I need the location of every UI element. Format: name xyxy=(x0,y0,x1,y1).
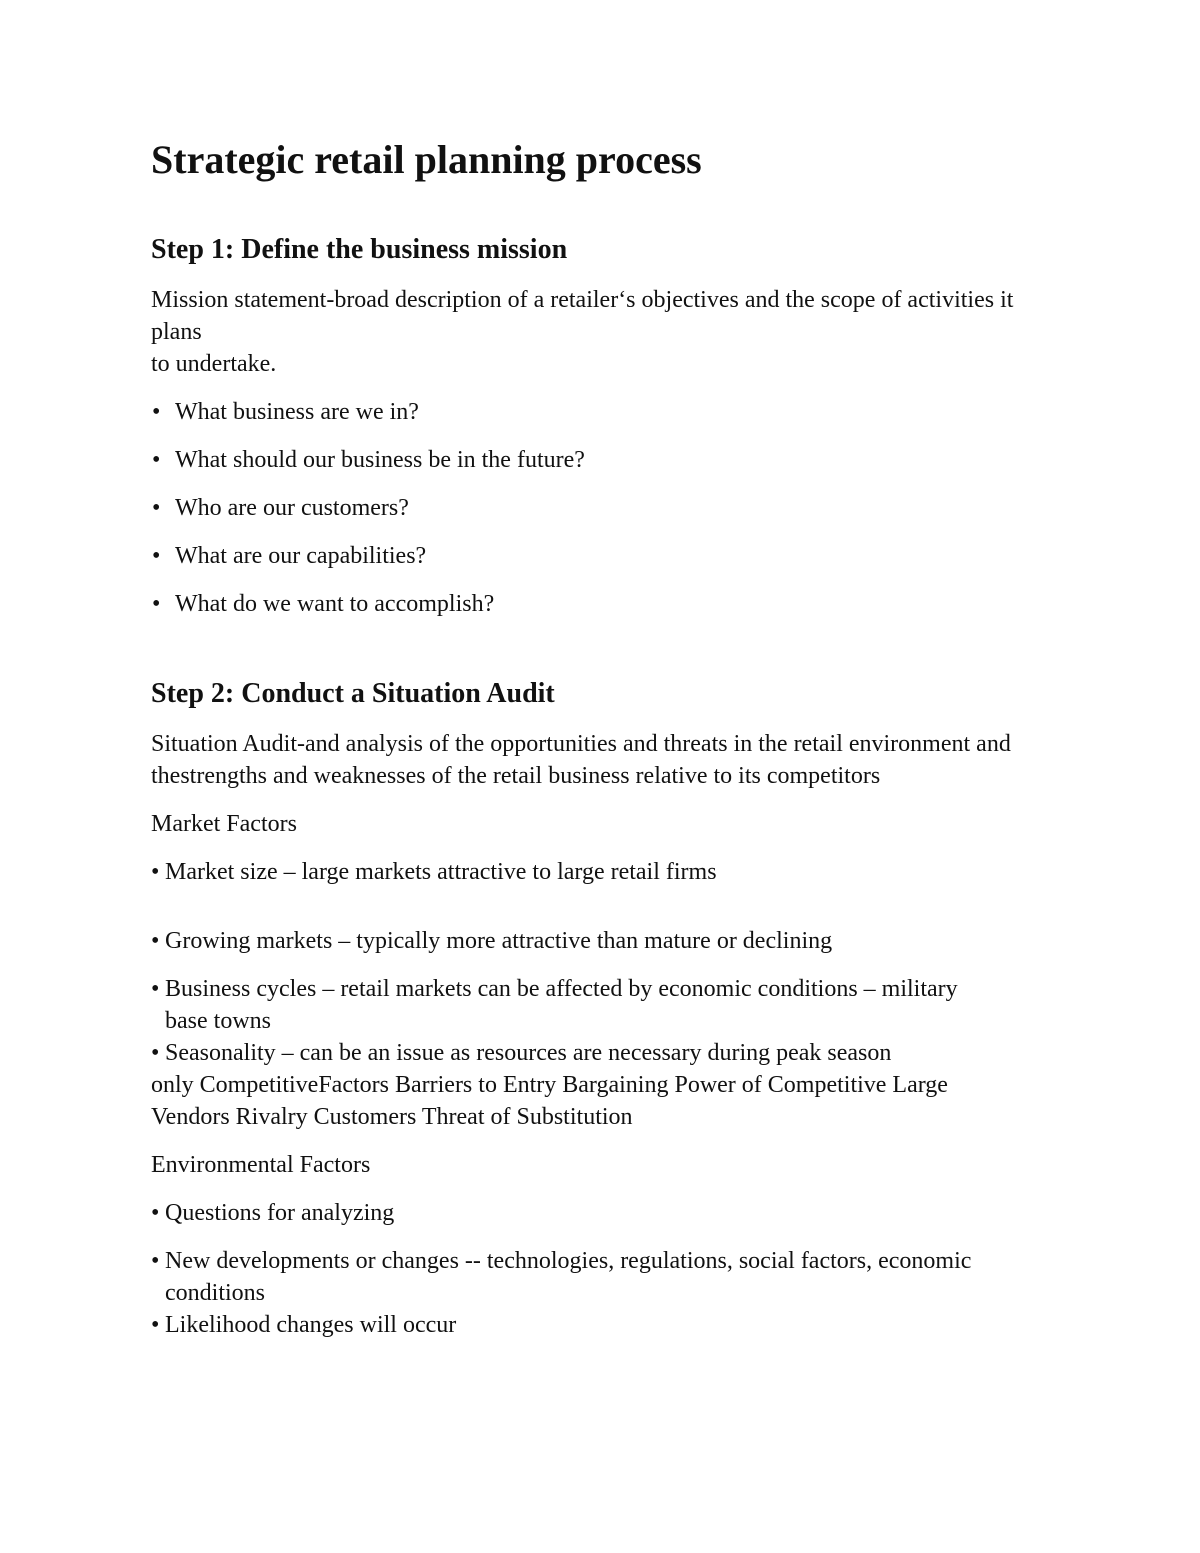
step2-heading: Step 2: Conduct a Situation Audit xyxy=(151,678,555,710)
list-item: • Business cycles – retail markets can be affected by economic conditions – military base towns xyxy=(151,973,1005,1037)
list-item: • Likelihood changes will occur xyxy=(151,1309,1051,1341)
list-item: • What do we want to accomplish? xyxy=(151,588,1051,620)
list-item: • Who are our customers? xyxy=(151,492,1051,524)
step1-heading: Step 1: Define the business mission xyxy=(151,234,568,265)
list-item: • Growing markets – typically more attractive than mature or declining xyxy=(151,925,1051,957)
competitive-factors-text: only CompetitiveFactors Barriers to Entry Bargaining Power of Competitive Large Vendors Rivalry Customers Threat of Substitution xyxy=(151,1072,948,1131)
list-item: • New developments or changes -- technologies, regulations, social factors, economic conditions xyxy=(151,1245,1005,1309)
list-item: • What should our business be in the future? xyxy=(151,444,1051,476)
list-item: • Questions for analyzing xyxy=(151,1197,1051,1229)
list-item: • Market size – large markets attractive to large retail firms xyxy=(151,856,1051,888)
document-title: Strategic retail planning process xyxy=(151,137,702,182)
environmental-factors-label: Environmental Factors xyxy=(151,1152,371,1179)
mission-questions-list xyxy=(151,396,1051,620)
mission-description: Mission statement-broad description of a retailer‘s objectives and the scope of activities it plans xyxy=(151,287,1014,346)
market-factors-list xyxy=(151,856,1051,1069)
list-item: • What are our capabilities? xyxy=(151,540,1051,572)
market-factors-label: Market Factors xyxy=(151,811,297,838)
situation-audit-description: Situation Audit-and analysis of the opportunities and threats in the retail environment and thestrengths and weaknesses of the retail business relative to its competitors xyxy=(151,731,1011,790)
list-item: • Seasonality – can be an issue as resources are necessary during peak season xyxy=(151,1037,1051,1069)
mission-description-end: to undertake. xyxy=(151,351,277,378)
document-page xyxy=(151,138,1051,1341)
environmental-factors-list xyxy=(151,1197,1051,1341)
list-item: • What business are we in? xyxy=(151,396,1051,428)
